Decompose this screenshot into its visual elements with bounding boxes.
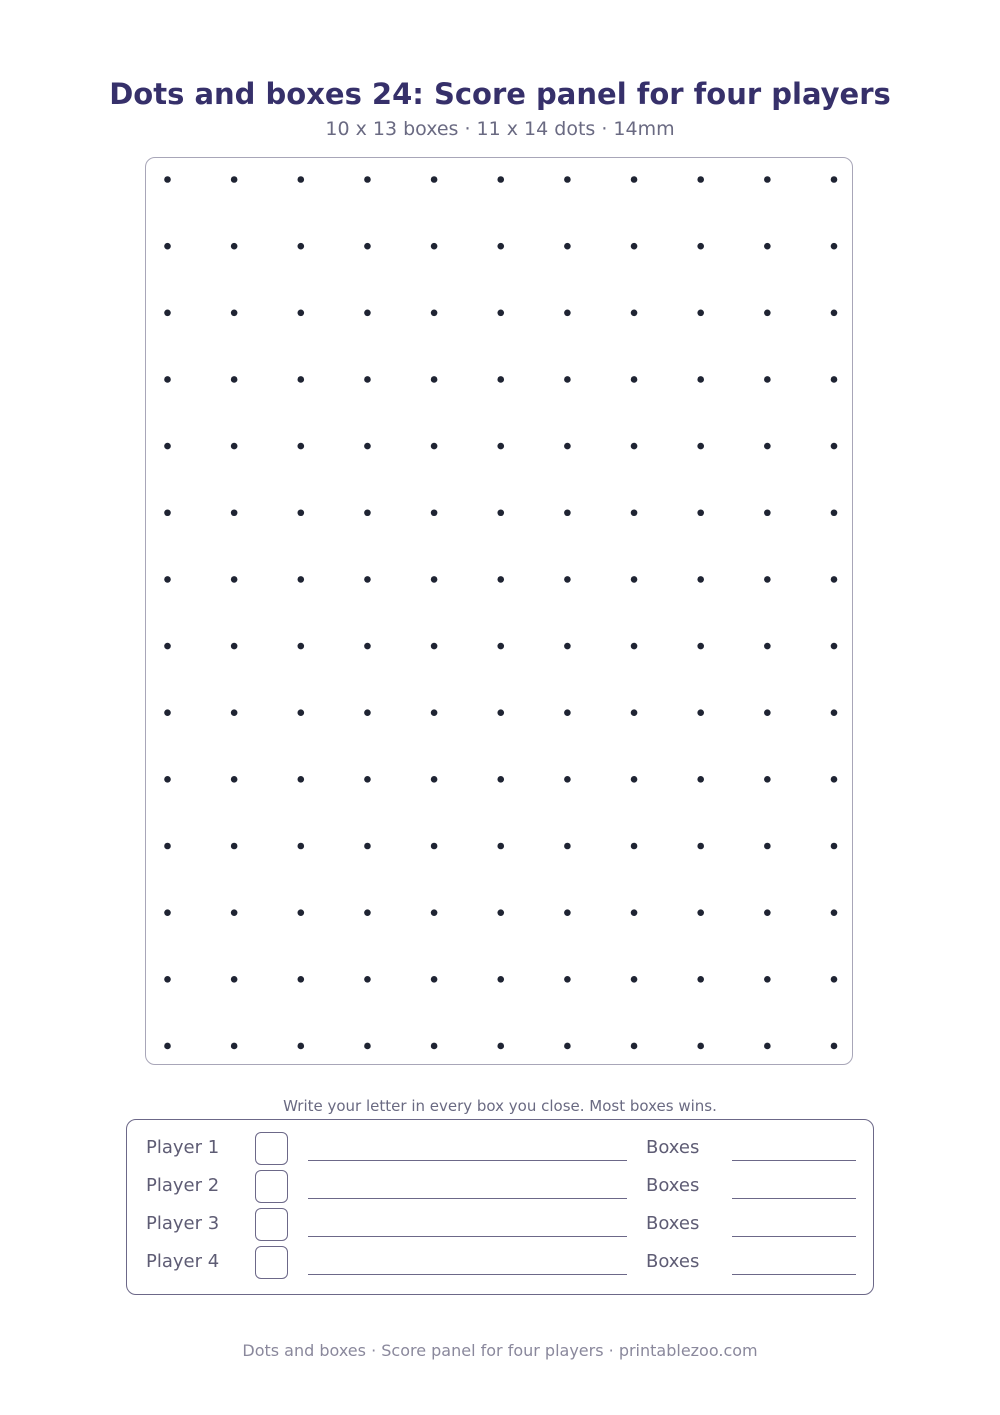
grid-dot[interactable] xyxy=(298,643,305,650)
player-name-line[interactable] xyxy=(308,1274,627,1275)
grid-dot[interactable] xyxy=(231,776,238,783)
page-subtitle: 10 x 13 boxes · 11 x 14 dots · 14mm xyxy=(325,118,675,140)
grid-dot[interactable] xyxy=(764,176,771,183)
grid-dot[interactable] xyxy=(631,843,638,850)
grid-dot[interactable] xyxy=(497,443,504,450)
grid-dot[interactable] xyxy=(364,509,371,516)
grid-dot[interactable] xyxy=(298,909,305,916)
grid-dot[interactable] xyxy=(364,976,371,983)
grid-dot[interactable] xyxy=(764,976,771,983)
boxes-count-line[interactable] xyxy=(732,1198,856,1199)
grid-dot[interactable] xyxy=(764,776,771,783)
grid-dot[interactable] xyxy=(364,243,371,250)
grid-dot[interactable] xyxy=(497,909,504,916)
grid-dot[interactable] xyxy=(631,310,638,317)
player-letter-box[interactable] xyxy=(255,1170,288,1203)
grid-dot[interactable] xyxy=(697,310,704,317)
grid-dot[interactable] xyxy=(431,1043,438,1050)
grid-dot[interactable] xyxy=(631,1043,638,1050)
grid-dot[interactable] xyxy=(497,1043,504,1050)
grid-dot[interactable] xyxy=(564,709,571,716)
grid-dot[interactable] xyxy=(364,576,371,583)
boxes-label: Boxes xyxy=(646,1251,700,1272)
dot-grid xyxy=(146,158,854,1066)
grid-dot[interactable] xyxy=(697,776,704,783)
page-title: Dots and boxes 24: Score panel for four players xyxy=(109,77,891,111)
grid-dot[interactable] xyxy=(764,576,771,583)
grid-dot[interactable] xyxy=(697,843,704,850)
grid-dot[interactable] xyxy=(831,643,838,650)
grid-dot[interactable] xyxy=(298,776,305,783)
grid-dot[interactable] xyxy=(831,443,838,450)
grid-dot[interactable] xyxy=(631,709,638,716)
grid-dot[interactable] xyxy=(564,176,571,183)
grid-dot[interactable] xyxy=(497,976,504,983)
grid-dot[interactable] xyxy=(164,443,171,450)
grid-dot[interactable] xyxy=(697,509,704,516)
grid-dot[interactable] xyxy=(298,576,305,583)
grid-dot[interactable] xyxy=(164,1043,171,1050)
boxes-label: Boxes xyxy=(646,1213,700,1234)
grid-dot[interactable] xyxy=(231,376,238,383)
grid-dot[interactable] xyxy=(431,176,438,183)
grid-dot[interactable] xyxy=(564,643,571,650)
grid-dot[interactable] xyxy=(697,1043,704,1050)
grid-dot[interactable] xyxy=(431,843,438,850)
grid-dot[interactable] xyxy=(764,243,771,250)
grid-dot[interactable] xyxy=(364,643,371,650)
boxes-count-line[interactable] xyxy=(732,1236,856,1237)
grid-dot[interactable] xyxy=(631,643,638,650)
grid-dot[interactable] xyxy=(231,176,238,183)
grid-dot[interactable] xyxy=(697,176,704,183)
grid-dot[interactable] xyxy=(431,976,438,983)
grid-dot[interactable] xyxy=(164,576,171,583)
player-letter-box[interactable] xyxy=(255,1246,288,1279)
score-panel xyxy=(126,1119,874,1295)
player-row-2 xyxy=(127,1168,875,1206)
grid-dot[interactable] xyxy=(164,643,171,650)
grid-dot[interactable] xyxy=(697,643,704,650)
grid-dot[interactable] xyxy=(497,709,504,716)
grid-dot[interactable] xyxy=(431,709,438,716)
grid-dot[interactable] xyxy=(831,843,838,850)
grid-dot[interactable] xyxy=(631,376,638,383)
player-row-3 xyxy=(127,1206,875,1244)
grid-dot[interactable] xyxy=(231,509,238,516)
grid-dot[interactable] xyxy=(564,976,571,983)
grid-dot[interactable] xyxy=(564,843,571,850)
grid-dot[interactable] xyxy=(497,243,504,250)
grid-dot[interactable] xyxy=(631,776,638,783)
grid-dot[interactable] xyxy=(831,709,838,716)
grid-dot[interactable] xyxy=(164,776,171,783)
grid-dot[interactable] xyxy=(831,576,838,583)
player-label: Player 4 xyxy=(146,1251,220,1272)
grid-dot[interactable] xyxy=(764,909,771,916)
player-row-1 xyxy=(127,1130,875,1168)
grid-dot[interactable] xyxy=(831,176,838,183)
grid-dot[interactable] xyxy=(431,909,438,916)
grid-dot[interactable] xyxy=(364,1043,371,1050)
grid-dot[interactable] xyxy=(564,376,571,383)
grid-dot[interactable] xyxy=(497,376,504,383)
grid-dot[interactable] xyxy=(631,576,638,583)
player-label: Player 1 xyxy=(146,1137,220,1158)
grid-dot[interactable] xyxy=(497,576,504,583)
grid-dot[interactable] xyxy=(231,643,238,650)
player-label: Player 3 xyxy=(146,1213,220,1234)
grid-dot[interactable] xyxy=(764,310,771,317)
grid-dot[interactable] xyxy=(164,709,171,716)
player-name-line[interactable] xyxy=(308,1160,627,1161)
grid-dot[interactable] xyxy=(164,310,171,317)
grid-dot[interactable] xyxy=(564,909,571,916)
grid-dot[interactable] xyxy=(631,176,638,183)
grid-dot[interactable] xyxy=(364,443,371,450)
grid-dot[interactable] xyxy=(298,176,305,183)
grid-dot[interactable] xyxy=(431,643,438,650)
grid-dot[interactable] xyxy=(164,509,171,516)
grid-dot[interactable] xyxy=(364,909,371,916)
grid-dot[interactable] xyxy=(831,776,838,783)
grid-dot[interactable] xyxy=(364,776,371,783)
boxes-count-line[interactable] xyxy=(732,1274,856,1275)
grid-dot[interactable] xyxy=(831,1043,838,1050)
player-letter-box[interactable] xyxy=(255,1132,288,1165)
grid-dot[interactable] xyxy=(831,376,838,383)
grid-dot[interactable] xyxy=(764,443,771,450)
grid-dot[interactable] xyxy=(497,310,504,317)
grid-dot[interactable] xyxy=(697,909,704,916)
grid-dot[interactable] xyxy=(364,376,371,383)
grid-dot[interactable] xyxy=(231,243,238,250)
grid-dot[interactable] xyxy=(764,376,771,383)
grid-dot[interactable] xyxy=(231,310,238,317)
grid-dot[interactable] xyxy=(298,443,305,450)
grid-dot[interactable] xyxy=(564,310,571,317)
grid-dot[interactable] xyxy=(231,843,238,850)
grid-dot[interactable] xyxy=(431,243,438,250)
grid-dot[interactable] xyxy=(564,243,571,250)
grid-dot[interactable] xyxy=(164,376,171,383)
grid-dot[interactable] xyxy=(231,576,238,583)
player-name-line[interactable] xyxy=(308,1198,627,1199)
grid-dot[interactable] xyxy=(497,776,504,783)
grid-dot[interactable] xyxy=(831,509,838,516)
grid-dot[interactable] xyxy=(697,709,704,716)
grid-dot[interactable] xyxy=(764,1043,771,1050)
grid-dot[interactable] xyxy=(631,243,638,250)
grid-dot[interactable] xyxy=(431,509,438,516)
grid-dot[interactable] xyxy=(231,443,238,450)
player-letter-box[interactable] xyxy=(255,1208,288,1241)
grid-dot[interactable] xyxy=(497,843,504,850)
player-name-line[interactable] xyxy=(308,1236,627,1237)
grid-dot[interactable] xyxy=(831,909,838,916)
grid-dot[interactable] xyxy=(364,176,371,183)
grid-dot[interactable] xyxy=(431,443,438,450)
grid-dot[interactable] xyxy=(164,976,171,983)
grid-dot[interactable] xyxy=(697,376,704,383)
grid-dot[interactable] xyxy=(231,1043,238,1050)
grid-dot[interactable] xyxy=(564,509,571,516)
grid-dot[interactable] xyxy=(431,576,438,583)
boxes-label: Boxes xyxy=(646,1137,700,1158)
grid-dot[interactable] xyxy=(631,909,638,916)
grid-dot[interactable] xyxy=(231,909,238,916)
grid-dot[interactable] xyxy=(298,843,305,850)
grid-dot[interactable] xyxy=(497,643,504,650)
grid-dot[interactable] xyxy=(164,176,171,183)
grid-dot[interactable] xyxy=(431,776,438,783)
dot-grid-frame xyxy=(145,157,853,1065)
grid-dot[interactable] xyxy=(764,643,771,650)
grid-dot[interactable] xyxy=(298,1043,305,1050)
page-footer: Dots and boxes · Score panel for four players · printablezoo.com xyxy=(242,1341,758,1360)
grid-dot[interactable] xyxy=(631,976,638,983)
grid-dot[interactable] xyxy=(831,976,838,983)
grid-dot[interactable] xyxy=(764,709,771,716)
grid-dot[interactable] xyxy=(364,310,371,317)
grid-dot[interactable] xyxy=(697,976,704,983)
boxes-count-line[interactable] xyxy=(732,1160,856,1161)
grid-dot[interactable] xyxy=(164,243,171,250)
grid-dot[interactable] xyxy=(364,709,371,716)
grid-dot[interactable] xyxy=(431,310,438,317)
grid-dot[interactable] xyxy=(298,709,305,716)
boxes-label: Boxes xyxy=(646,1175,700,1196)
grid-dot[interactable] xyxy=(697,576,704,583)
grid-dot[interactable] xyxy=(764,843,771,850)
grid-dot[interactable] xyxy=(298,976,305,983)
grid-dot[interactable] xyxy=(564,443,571,450)
grid-dot[interactable] xyxy=(631,509,638,516)
grid-dot[interactable] xyxy=(298,509,305,516)
grid-dot[interactable] xyxy=(298,310,305,317)
grid-dot[interactable] xyxy=(697,443,704,450)
grid-dot[interactable] xyxy=(764,509,771,516)
player-label: Player 2 xyxy=(146,1175,220,1196)
grid-dot[interactable] xyxy=(564,576,571,583)
grid-dot[interactable] xyxy=(231,709,238,716)
grid-dot[interactable] xyxy=(497,509,504,516)
grid-dot[interactable] xyxy=(631,443,638,450)
grid-dot[interactable] xyxy=(497,176,504,183)
grid-dot[interactable] xyxy=(298,243,305,250)
grid-dot[interactable] xyxy=(164,909,171,916)
grid-dot[interactable] xyxy=(564,776,571,783)
grid-dot[interactable] xyxy=(831,243,838,250)
grid-dot[interactable] xyxy=(431,376,438,383)
grid-dot[interactable] xyxy=(298,376,305,383)
grid-dot[interactable] xyxy=(164,843,171,850)
score-instructions: Write your letter in every box you close. Most boxes wins. xyxy=(283,1097,717,1115)
grid-dot[interactable] xyxy=(231,976,238,983)
grid-dot[interactable] xyxy=(564,1043,571,1050)
grid-dot[interactable] xyxy=(364,843,371,850)
player-row-4 xyxy=(127,1244,875,1282)
grid-dot[interactable] xyxy=(697,243,704,250)
grid-dot[interactable] xyxy=(831,310,838,317)
